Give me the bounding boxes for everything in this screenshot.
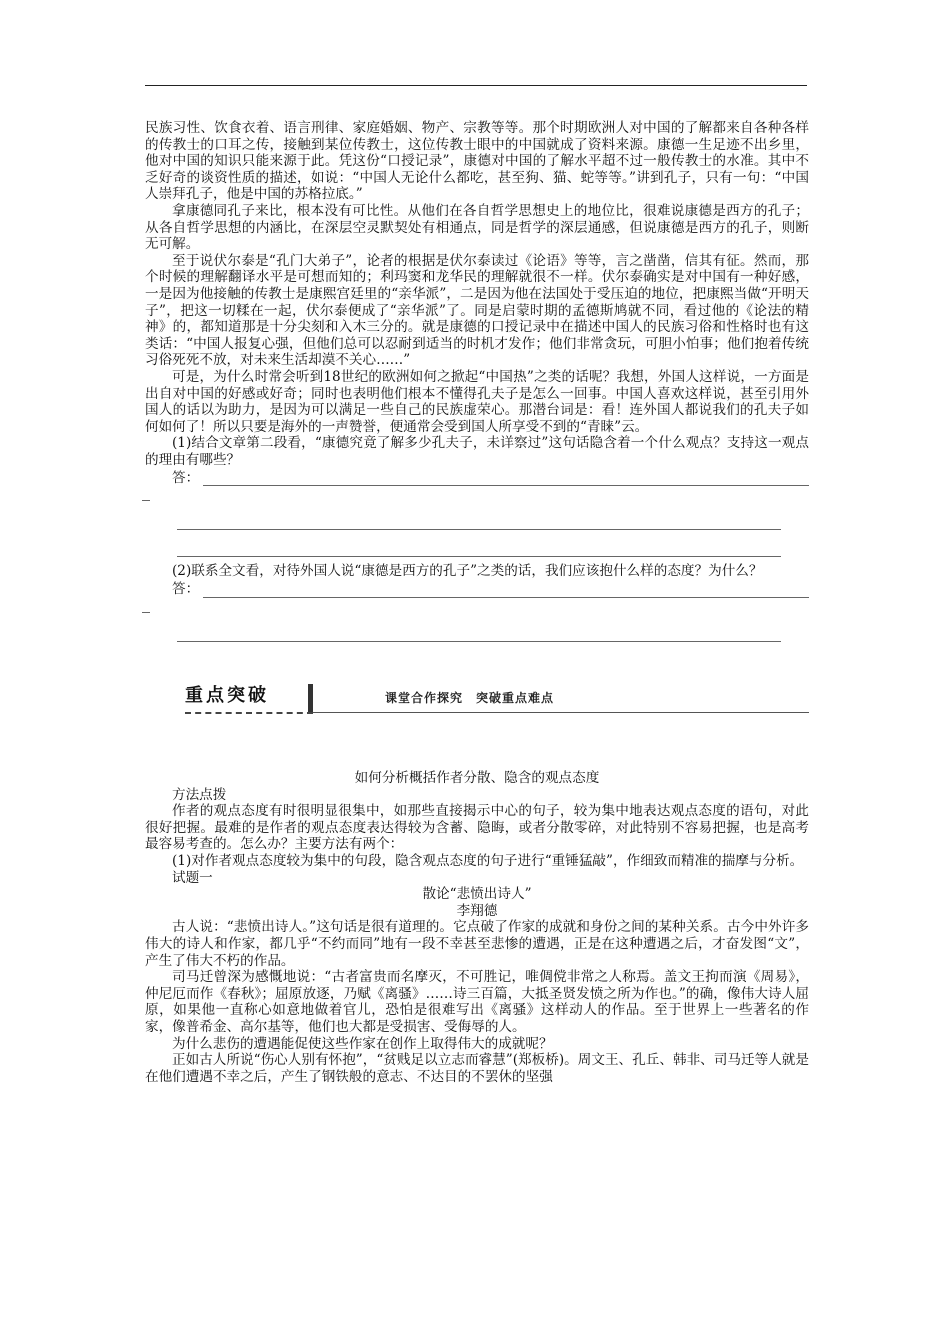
document-page	[145, 120, 809, 1085]
answer-label: 答：	[172, 581, 200, 598]
passage-paragraph: 至于说伏尔泰是“孔门大弟子”，论者的根据是伏尔泰读过《论语》等等，言之凿凿，信其有征。然而，那个时候的理解翻译水平是可想而知的；利玛窦和龙华民的理解就很不一样。伏尔泰确实是对中国有一种好感，一是因为他接触的传教士是康熙宫廷里的“亲华派”，二是因为他在法国处于受压迫的地位，把康熙当做“开明天子”，把这一切糅在一起，伏尔泰便成了“亲华派”了。同是启蒙时期的孟德斯鸠就不同，看过他的《论法的精神》的，都知道那是十分尖刻和入木三分的。就是康德的口授记录中在描述中国人的民族习俗和性格时也有这类话：“中国人报复心强，但他们总可以忍耐到适当的时机才发作；他们非常贪玩，可胆小怕事；他们抱着传统习俗死死不放，对未来生活却漠不关心……”	[145, 252, 809, 369]
question-2: (2)联系全文看，对待外国人说“康德是西方的孔子”之类的话，我们应该抱什么样的态度？为什么？	[172, 563, 763, 580]
passage-paragraph: 拿康德同孔子来比，根本没有可比性。从他们在各自哲学思想史上的地位比，很难说康德是西方的孔子；从各自哲学思想的内涵比，在深层空灵默契处有相通点，同是哲学的深层通感，但说康德是西方的孔子，则断无可解。	[145, 202, 809, 253]
banner-bar	[308, 684, 313, 712]
article-title: 散论“悲愤出诗人”	[422, 886, 532, 903]
article-paragraph: 为什么悲伤的遭遇能促使这些作家在创作上取得伟大的成就呢？	[172, 1035, 553, 1052]
answer-line[interactable]	[177, 613, 781, 642]
article-paragraph: 司马迁曾深为感慨地说：“古者富贵而名摩灭，不可胜记，唯倜傥非常之人称焉。盖文王拘而演《周易》，仲尼厄而作《春秋》；屈原放逐，乃赋《离骚》……诗三百篇，大抵圣贤发愤之所为作也。”的确，像伟大诗人屈原，如果他一直称心如意地做着官儿，恐怕是很难写出《离骚》这样动人的作品。至于世界上一些著名的作家，像普希金、高尔基等，他们也大都是受损害、受侮辱的人。	[145, 969, 809, 1035]
test-heading: 试题一	[172, 869, 213, 886]
answer-dash	[142, 598, 150, 613]
answer-dash	[142, 486, 150, 501]
method-heading: 方法点拨	[172, 786, 227, 803]
article-paragraph: 古人说：“悲愤出诗人。”这句话是很有道理的。它点破了作家的成就和身份之间的某种关系。古今中外许多伟大的诗人和作家，都几乎“不约而同”地有一段不幸甚至悲惨的遭遇，正是在这种遭遇之后，才奋发图“文”，产生了伟大不朽的作品。	[145, 919, 809, 969]
banner-subtitle: 课堂合作探究 突破重点难点	[385, 691, 555, 706]
passage-paragraph: 可是，为什么时常会听到18世纪的欧洲如何之掀起“中国热”之类的话呢？我想，外国人这样说，一方面是出自对中国的好感或好奇；同时也表明他们根本不懂得孔夫子是怎么一回事。中国人喜欢这样说，甚至引用外国人的话以为助力，是因为可以满足一些自己的民族虚荣心。那潜台词是：看！连外国人都说我们的孔夫子如何如何了！所以只要是海外的一声赞誉，便通常会受到国人所享受不到的“青睐”云。	[145, 368, 809, 435]
answer-line[interactable]	[203, 585, 809, 598]
section-title: 如何分析概括作者分散、隐含的观点态度	[354, 770, 600, 787]
answer-row-1	[172, 468, 809, 486]
header-rule	[145, 85, 807, 86]
answer-line[interactable]	[203, 473, 809, 486]
article-author: 李翔德	[456, 902, 498, 919]
method-paragraph: 作者的观点态度有时很明显很集中，如那些直接揭示中心的句子，较为集中地表达观点态度的语句，对此很好把握。最难的是作者的观点态度表达得较为含蓄、隐晦，或者分散零碎，对此特别不容易把握，也是高考最容易考查的。怎么办？主要方法有两个：	[145, 803, 809, 853]
article-paragraph: 正如古人所说“伤心人别有怀抱”，“贫贱足以立志而睿慧”(郑板桥)。周文王、孔丘、韩非、司马迁等人就是在他们遭遇不幸之后，产生了钢铁般的意志、不达目的不罢休的坚强	[145, 1052, 809, 1085]
banner-underline	[185, 712, 313, 714]
section-banner	[145, 678, 809, 722]
answer-line[interactable]	[177, 501, 781, 530]
answer-label: 答：	[172, 469, 200, 486]
question-1: (1)结合文章第二段看，“康德究竟了解多少孔夫子，未详察过”这句话隐含着一个什么观点？支持这一观点的理由有哪些？	[145, 435, 809, 468]
banner-rule	[313, 712, 809, 713]
passage-paragraph: 民族习性、饮食衣着、语言刑律、家庭婚姻、物产、宗教等等。那个时期欧洲人对中国的了解都来自各种各样的传教士的口耳之传，接触到某位传教士，这位传教士眼中的中国就成了资料来源。康德一生足迹不出乡里，他对中国的知识只能来源于此。凭这份“口授记录”，康德对中国的了解水平超不过一般传教士的水准。其中不乏好奇的谈资性质的描述，如说：“中国人无论什么都吃，甚至狗、猫、蛇等等。”讲到孔子，只有一句：“中国人崇拜孔子，他是中国的苏格拉底。”	[145, 120, 809, 203]
answer-line[interactable]	[177, 530, 781, 557]
banner-title: 重点突破	[185, 685, 269, 707]
answer-row-2	[172, 580, 809, 598]
method-paragraph: (1)对作者观点态度较为集中的句段，隐含观点态度的句子进行“重锤猛敲”，作细致而精准的揣摩与分析。	[172, 853, 804, 870]
